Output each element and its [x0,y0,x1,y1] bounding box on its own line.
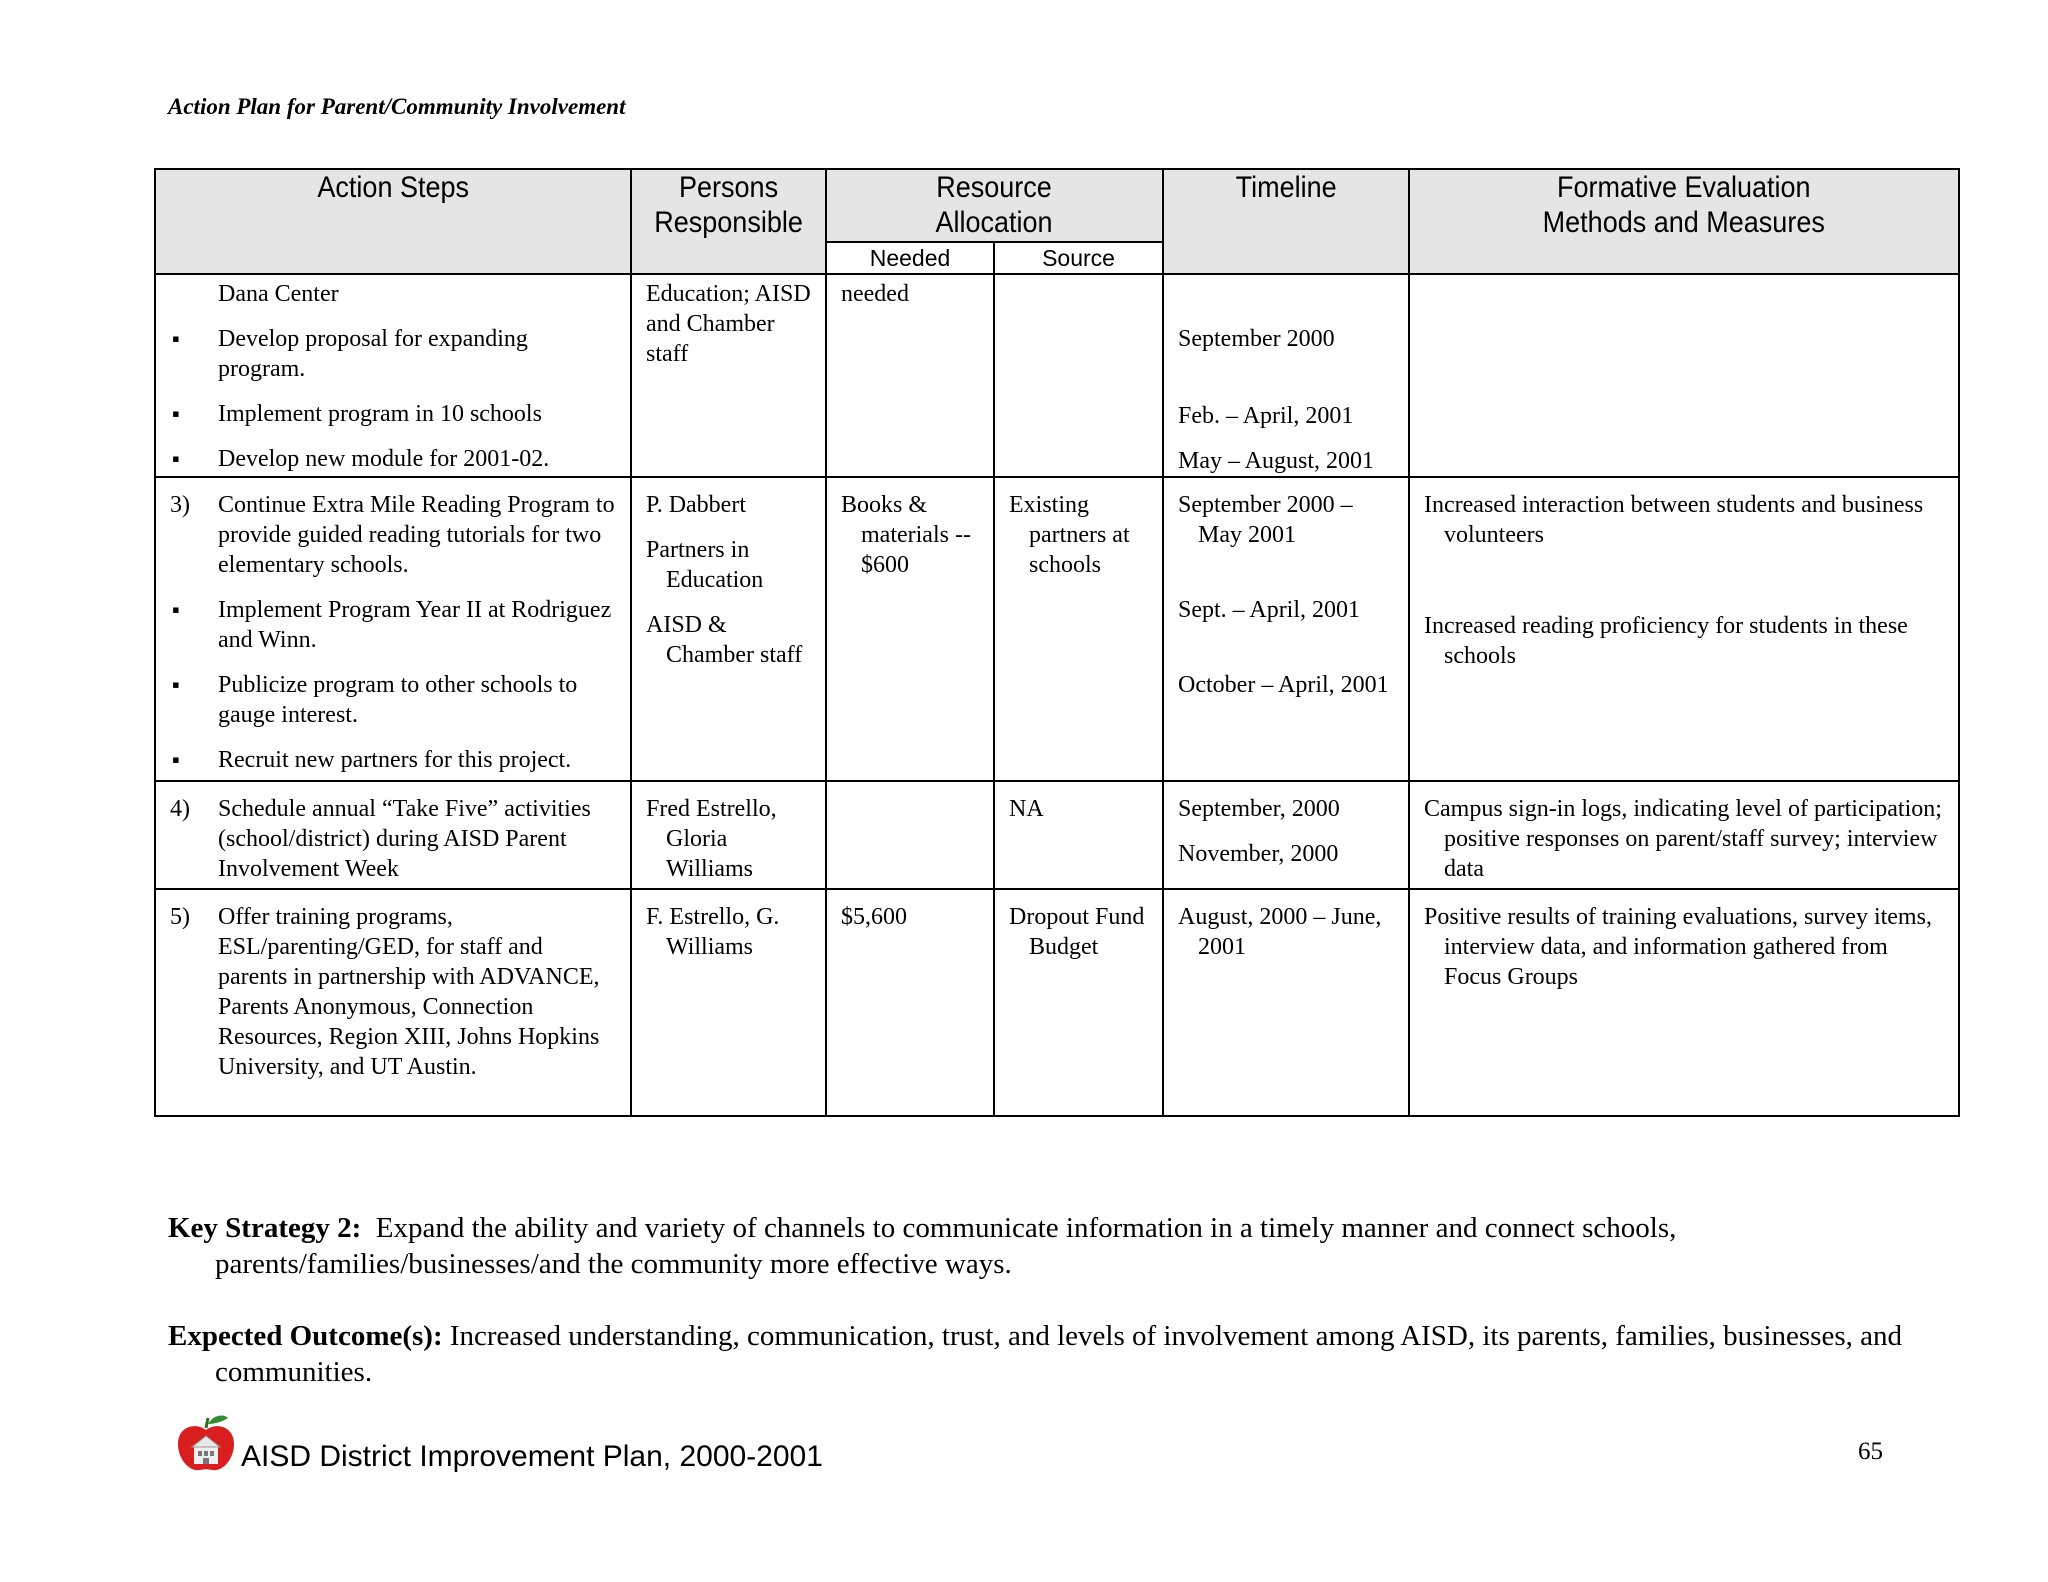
evaluation-cell [1409,477,1959,781]
evaluation-entry: Increased interaction between students and business volunteers [1424,492,1924,548]
header-persons-responsible: Persons Responsible [631,169,826,274]
header-formative-evaluation: Formative Evaluation Methods and Measures [1409,169,1959,274]
persons-cell [631,274,826,477]
timeline-entry: November, 2000 [1178,841,1339,867]
timeline-entry: May – August, 2001 [1178,448,1375,474]
list-item: Dana Center [218,281,339,307]
header-action-steps: Action Steps [155,169,631,274]
evaluation-cell [1409,274,1959,477]
timeline-entry: September 2000 [1178,326,1335,352]
action-steps-cell [155,274,631,477]
timeline-entry: September, 2000 [1178,796,1340,822]
list-item: 3) Continue Extra Mile Reading Program to provide guided reading tutorials for two elementary schools. [170,492,615,578]
header-resource-allocation: Resource Allocation [826,169,1163,242]
needed-cell [826,274,994,477]
action-steps-cell [155,889,631,1116]
person-entry: Fred Estrello, Gloria Williams [646,796,777,882]
source-value: Existing partners at schools [1009,492,1130,578]
list-item: 4) Schedule annual “Take Five” activities (school/district) during AISD Parent Involvement Week [170,796,591,882]
apple-schoolhouse-icon [174,1410,238,1474]
list-item: ▪ Recruit new partners for this project. [170,745,616,775]
list-item: ▪ Implement Program Year II at Rodriguez and Winn. [170,595,616,655]
action-steps-cell [155,477,631,781]
action-plan-table [154,168,1960,1117]
timeline-entry: Feb. – April, 2001 [1178,403,1354,429]
footer-title: AISD District Improvement Plan, 2000-2001 [241,1440,823,1473]
source-cell [994,274,1163,477]
table-row [155,274,1959,477]
timeline-cell [1163,477,1409,781]
list-item: ▪ Develop new module for 2001-02. [170,444,616,474]
list-item: ▪ Develop proposal for expanding program. [170,324,616,384]
key-strategy: Key Strategy 2: Expand the ability and variety of channels to communicate information in a timely manner and connect schools, parents/families/businesses/and the community more effective ways. [168,1212,1677,1280]
persons-cell [631,781,826,889]
header-needed: Needed [826,242,994,274]
timeline-cell [1163,274,1409,477]
source-value: Dropout Fund Budget [1009,904,1145,960]
person-entry: Education; AISD and Chamber staff [646,281,811,367]
timeline-cell [1163,781,1409,889]
action-steps-cell [155,781,631,889]
evaluation-entry: Positive results of training evaluations, survey items, interview data, and information gathered from Focus Groups [1424,904,1932,990]
persons-cell [631,889,826,1116]
running-title: Action Plan for Parent/Community Involvement [168,94,626,119]
person-entry: F. Estrello, G. Williams [646,904,780,960]
needed-cell [826,889,994,1116]
needed-cell [826,477,994,781]
header-source: Source [994,242,1163,274]
needed-value: $5,600 [841,904,907,930]
source-cell [994,889,1163,1116]
table-row [155,477,1959,781]
source-cell [994,781,1163,889]
page-number: 65 [1858,1438,1883,1465]
evaluation-entry: Increased reading proficiency for students in these schools [1424,613,1908,669]
person-entry: AISD & Chamber staff [646,612,803,668]
needed-value: needed [841,281,909,307]
person-entry: P. Dabbert [646,492,746,518]
source-cell [994,477,1163,781]
header-timeline: Timeline [1163,169,1409,274]
expected-outcome: Expected Outcome(s): Increased understanding, communication, trust, and levels of involvement among AISD, its parents, families, businesses, and communities. [168,1320,1902,1388]
list-item: ▪ Implement program in 10 schools [170,399,616,429]
timeline-entry: Sept. – April, 2001 [1178,597,1361,623]
needed-value: Books & materials -- $600 [841,492,971,578]
timeline-cell [1163,889,1409,1116]
evaluation-entry: Campus sign-in logs, indicating level of participation; positive responses on parent/staff survey; interview data [1424,796,1942,882]
list-item: 5) Offer training programs, ESL/parenting/GED, for staff and parents in partnership with ADVANCE, Parents Anonymous, Connection Resources, Region XIII, Johns Hopkins University, and UT Austin. [170,904,600,1080]
needed-cell [826,781,994,889]
timeline-entry: August, 2000 – June, 2001 [1178,904,1382,960]
person-entry: Partners in Education [646,537,764,593]
evaluation-cell [1409,889,1959,1116]
timeline-entry: October – April, 2001 [1178,672,1389,698]
timeline-entry: September 2000 – May 2001 [1178,492,1353,548]
evaluation-cell [1409,781,1959,889]
source-value: NA [1009,796,1044,822]
persons-cell [631,477,826,781]
table-row [155,889,1959,1116]
list-item: ▪ Publicize program to other schools to gauge interest. [170,670,616,730]
table-row [155,781,1959,889]
